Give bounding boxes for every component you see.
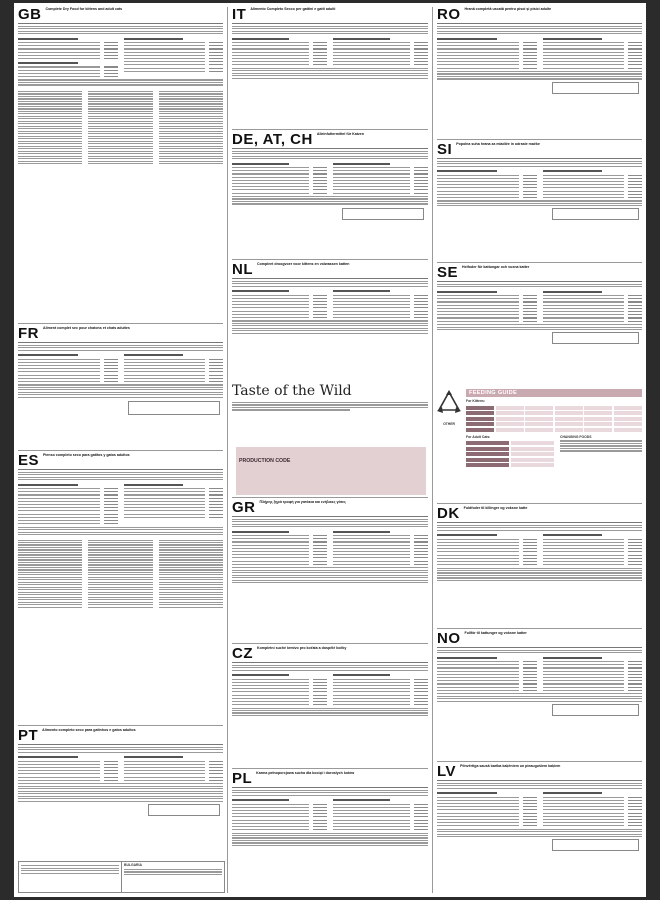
section-ro-code: RO (437, 7, 461, 23)
section-gb-code: GB (18, 7, 42, 23)
section-de-title: Alleinfuttermittel für Katzen (316, 132, 364, 136)
feeding-guide-changing: CHANGING FOODS (560, 434, 592, 439)
section-se-code: SE (437, 265, 459, 281)
footer-bg-code: BULGARIA (124, 863, 142, 867)
production-code-box (236, 447, 426, 495)
section-it-title: Alimento Completo Secco per gattini e gatti adulti (250, 7, 336, 11)
column-divider-right (432, 7, 433, 893)
section-dk-code: DK (437, 506, 460, 522)
section-no-code: NO (437, 631, 461, 647)
section-nl-title: Compleet droogvoer voor kittens en volwassen katten (257, 262, 350, 266)
section-no-title: Fullfôr til kattunger og voksne katter (464, 631, 527, 635)
footer-bg-box (18, 861, 225, 893)
section-es (18, 453, 223, 723)
section-gr-code: GR (232, 500, 256, 516)
section-si (437, 142, 642, 260)
section-ro (437, 7, 642, 137)
section-nl-code: NL (232, 262, 253, 278)
recycle-label: OTHER (443, 422, 455, 426)
feeding-guide (466, 389, 642, 501)
section-pl-title: Karma pełnoporcjowa sucha dla kociąt i dorosłych kotów (256, 771, 355, 775)
section-nl (232, 262, 428, 380)
feeding-guide-adults: For Adult Cats: (466, 434, 491, 439)
section-si-code: SI (437, 142, 453, 158)
section-dk (437, 506, 642, 626)
section-gr (232, 500, 428, 640)
section-se (437, 265, 642, 383)
section-dk-title: Fuldfoder til killinger og voksne katte (463, 506, 528, 510)
section-pt-title: Alimento completo seco para gatinhos e gatos adultos (42, 728, 136, 732)
feeding-guide-kittens: For Kittens: (466, 399, 486, 403)
section-it (232, 7, 428, 127)
brand-block (232, 383, 428, 421)
section-pl (232, 771, 428, 893)
section-cz-title: Kompletní suché krmivo pro koťata a dospělé kočky (257, 646, 347, 650)
section-fr-title: Aliment complet sec pour chatons et chats adultes (43, 326, 130, 330)
section-gb-title: Complete Dry Food for kittens and adult cats (45, 7, 123, 11)
recycle-icon (434, 388, 464, 418)
section-pl-code: PL (232, 771, 253, 787)
feeding-guide-header: FEEDING GUIDE (466, 389, 642, 397)
section-es-title: Pienso completo seco para gatitos y gatos adultos (43, 453, 130, 457)
section-gr-title: Πλήρης ξηρά τροφή για γατάκια και ενήλικες γάτες (259, 500, 346, 504)
section-lv-title: Pilnvērtīga sausā barība kaķēniem un pieaugušiem kaķiem (460, 764, 561, 768)
section-ro-title: Hrană completă uscată pentru pisoi și pisici adulte (464, 7, 552, 11)
section-se-title: Helfoder för kattungar och vuxna katter (462, 265, 530, 269)
section-no (437, 631, 642, 759)
section-it-code: IT (232, 7, 247, 23)
section-gb (18, 7, 223, 322)
section-pt (18, 728, 223, 858)
section-fr (18, 326, 223, 448)
section-lv (437, 764, 642, 893)
recycle-block (434, 388, 464, 428)
section-fr-code: FR (18, 326, 39, 342)
section-es-code: ES (18, 453, 40, 469)
production-code-label: PRODUCTION CODE (239, 458, 291, 464)
section-si-title: Popolna suha hrana za mladiče in odrasle mačke (456, 142, 540, 146)
section-cz-code: CZ (232, 646, 253, 662)
column-divider-left (227, 7, 228, 893)
section-pt-code: PT (18, 728, 39, 744)
section-de (232, 132, 428, 257)
section-cz (232, 646, 428, 766)
label-sheet (14, 3, 646, 897)
section-de-code: DE, AT, CH (232, 132, 313, 148)
brand-name: Taste of the Wild (232, 383, 352, 399)
section-lv-code: LV (437, 764, 457, 780)
